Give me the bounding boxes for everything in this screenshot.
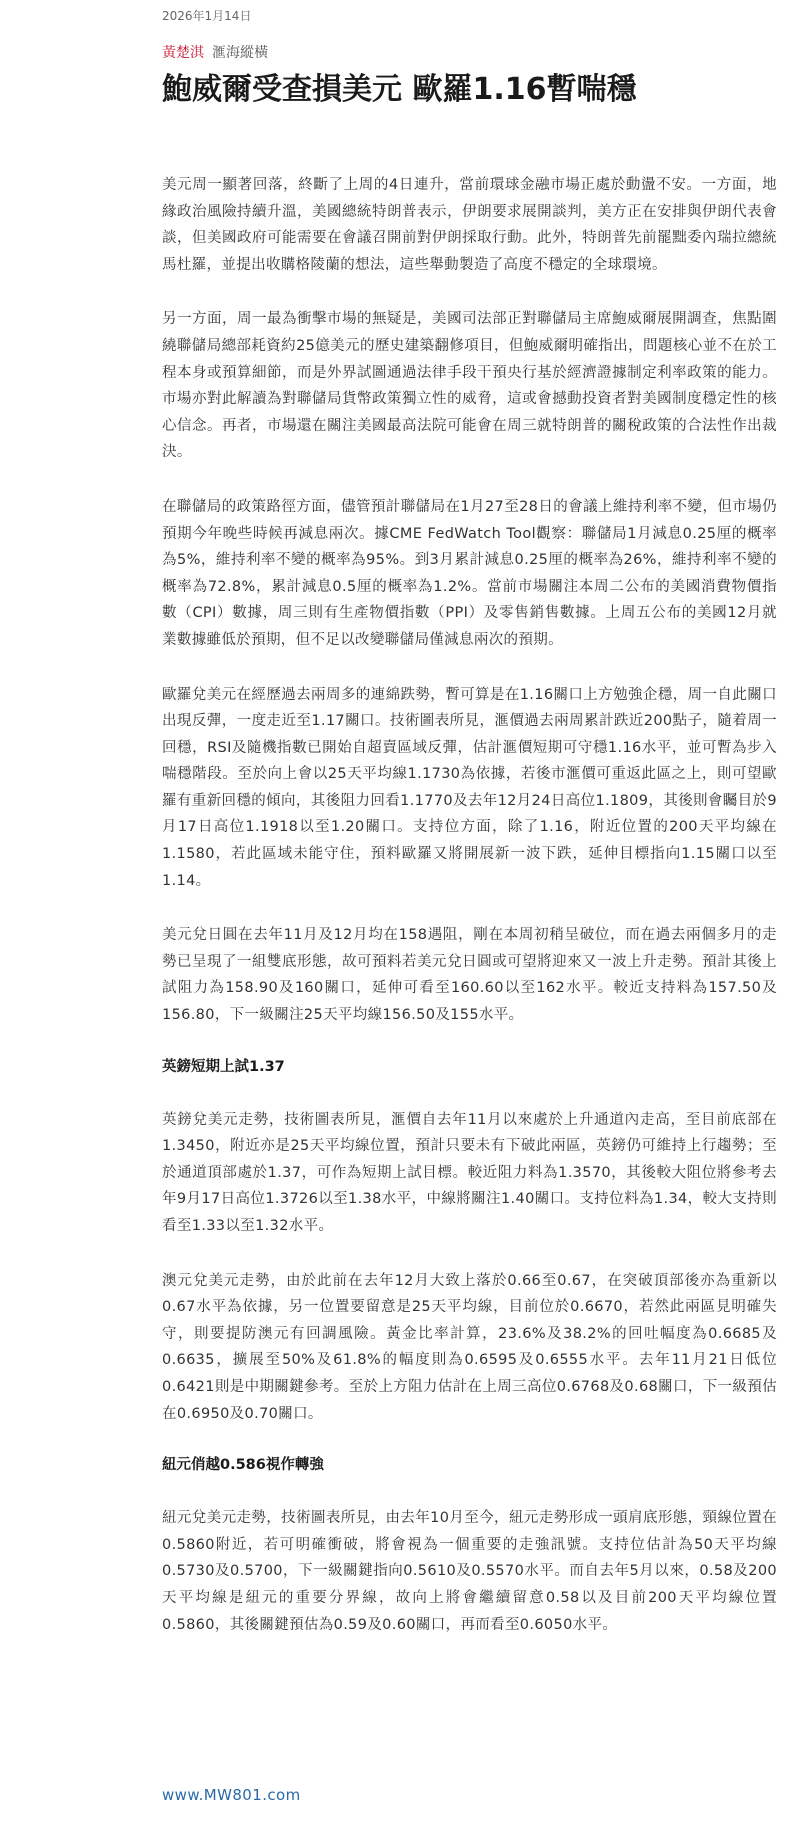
byline <box>162 44 268 62</box>
article-body <box>162 172 777 1666</box>
paragraph: 在聯儲局的政策路徑方面，儘管預計聯儲局在1月27至28日的會議上維持利率不變，但市場仍預期今年晚些時候再減息兩次。據CME FedWatch Tool觀察：聯儲局1月減息0.25厘的概率為5%，維持利率不變的概率為95%。到3月累計減息0.25厘的概率為26%，維持利率不變的概率為72.8%，累計減息0.5厘的概率為1.2%。當前市場關注本周二公布的美國消費物價指數（CPI）數據，周三則有生產物價指數（PPI）及零售銷售數據。上周五公布的美國12月就業數據雖低於預期，但不足以改變聯儲局僅減息兩次的預期。 <box>162 498 777 648</box>
paragraph: 紐元兌美元走勢，技術圖表所見，由去年10月至今，紐元走勢形成一頭肩底形態，頸線位置在0.5860附近，若可明確衝破，將會視為一個重要的走強訊號。支持位估計為50天平均線0.5730及0.5700，下一級關鍵指向0.5610及0.5570水平。而自去年5月以來，0.58及200天平均線是紐元的重要分界線，故向上將會繼續留意0.58以及目前200天平均線位置0.5860，其後關鍵預估為0.59及0.60關口，再而看至0.6050水平。 <box>162 1510 777 1633</box>
paragraph: 美元周一顯著回落，終斷了上周的4日連升，當前環球金融市場正處於動盪不安。一方面，地緣政治風險持續升溫，美國總統特朗普表示，伊朗要求展開談判，美方正在安排與伊朗代表會談，但美國政府可能需要在會議召開前對伊朗採取行動。此外，特朗普先前罷黜委內瑞拉總統馬杜羅，並提出收購格陵蘭的想法，這些舉動製造了高度不穩定的全球環境。 <box>162 177 777 273</box>
author-name[interactable]: 黃楚淇 <box>162 45 204 61</box>
paragraph: 另一方面，周一最為衝擊市場的無疑是，美國司法部正對聯儲局主席鮑威爾展開調查，焦點圍繞聯儲局總部耗資約25億美元的歷史建築翻修項目，但鮑威爾明確指出，問題核心並不在於工程本身或預算細節，而是外界試圖通過法律手段干預央行基於經濟證據制定利率政策的能力。市場亦對此解讀為對聯儲局貨幣政策獨立性的威脅，這或會撼動投資者對美國制度穩定性的核心信念。再者，市場還在關注美國最高法院可能會在周三就特朗普的關稅政策的合法性作出裁決。 <box>162 311 777 461</box>
section-heading: 紐元俏越0.586視作轉強 <box>162 1457 324 1474</box>
section-heading: 英鎊短期上試1.37 <box>162 1058 285 1075</box>
article-title: 鮑威爾受查損美元 歐羅1.16暫喘穩 <box>162 72 637 107</box>
paragraph: 歐羅兌美元在經歷過去兩周多的連綿跌勢，暫可算是在1.16關口上方勉強企穩，周一自此關口出現反彈，一度走近至1.17關口。技術圖表所見，滙價過去兩周累計跌近200點子，隨着周一回穩，RSI及隨機指數已開始自超賣區域反彈，估計滙價短期可守穩1.16水平，並可暫為步入喘穩階段。至於向上會以25天平均線1.1730為依據，若後市滙價可重返此區之上，則可望歐羅有重新回穩的傾向，其後阻力回看1.1770及去年12月24日高位1.1809，其後則會矚目於9月17日高位1.1918以至1.20關口。支持位方面，除了1.16，附近位置的200天平均線在1.1580，若此區域未能守住，預料歐羅又將開展新一波下跌，延伸目標指向1.15關口以至1.14。 <box>162 686 777 889</box>
paragraph: 英鎊兌美元走勢，技術圖表所見，滙價自去年11月以來處於上升通道內走高，至目前底部在1.3450，附近亦是25天平均線位置，預計只要未有下破此兩區，英鎊仍可維持上行趨勢；至於通道頂部處於1.37，可作為短期上試目標。較近阻力料為1.3570，其後較大阻位將參考去年9月17日高位1.3726以至1.38水平，中線將關注1.40關口。支持位料為1.34，較大支持則看至1.33以至1.32水平。 <box>162 1111 777 1234</box>
paragraph: 美元兌日圓在去年11月及12月均在158遇阻，剛在本周初稍呈破位，而在過去兩個多月的走勢已呈現了一組雙底形態，故可預料若美元兌日圓或可望將迎來又一波上升走勢。預計其後上試阻力為158.90及160關口，延伸可看至160.60以至162水平。較近支持料為157.50及156.80，下一級關注25天平均線156.50及155水平。 <box>162 927 777 1024</box>
paragraph: 澳元兌美元走勢，由於此前在去年12月大致上落於0.66至0.67，在突破頂部後亦為重新以0.67水平為依據，另一位置要留意是25天平均線，目前位於0.6670，若然此兩區見明確失守，則要提防澳元有回調風險。黃金比率計算，23.6%及38.2%的回吐幅度為0.6685及0.6635，擴展至50%及61.8%的幅度則為0.6595及0.6555水平。去年11月21日低位0.6421則是中期關鍵參考。至於上方阻力估計在上周三高位0.6768及0.68關口，下一級預估在0.6950及0.70關口。 <box>162 1272 777 1422</box>
column-name[interactable]: 滙海縱橫 <box>212 45 268 61</box>
website-link[interactable]: www.MW801.com <box>162 1786 301 1804</box>
publish-date: 2026年1月14日 <box>162 9 252 23</box>
